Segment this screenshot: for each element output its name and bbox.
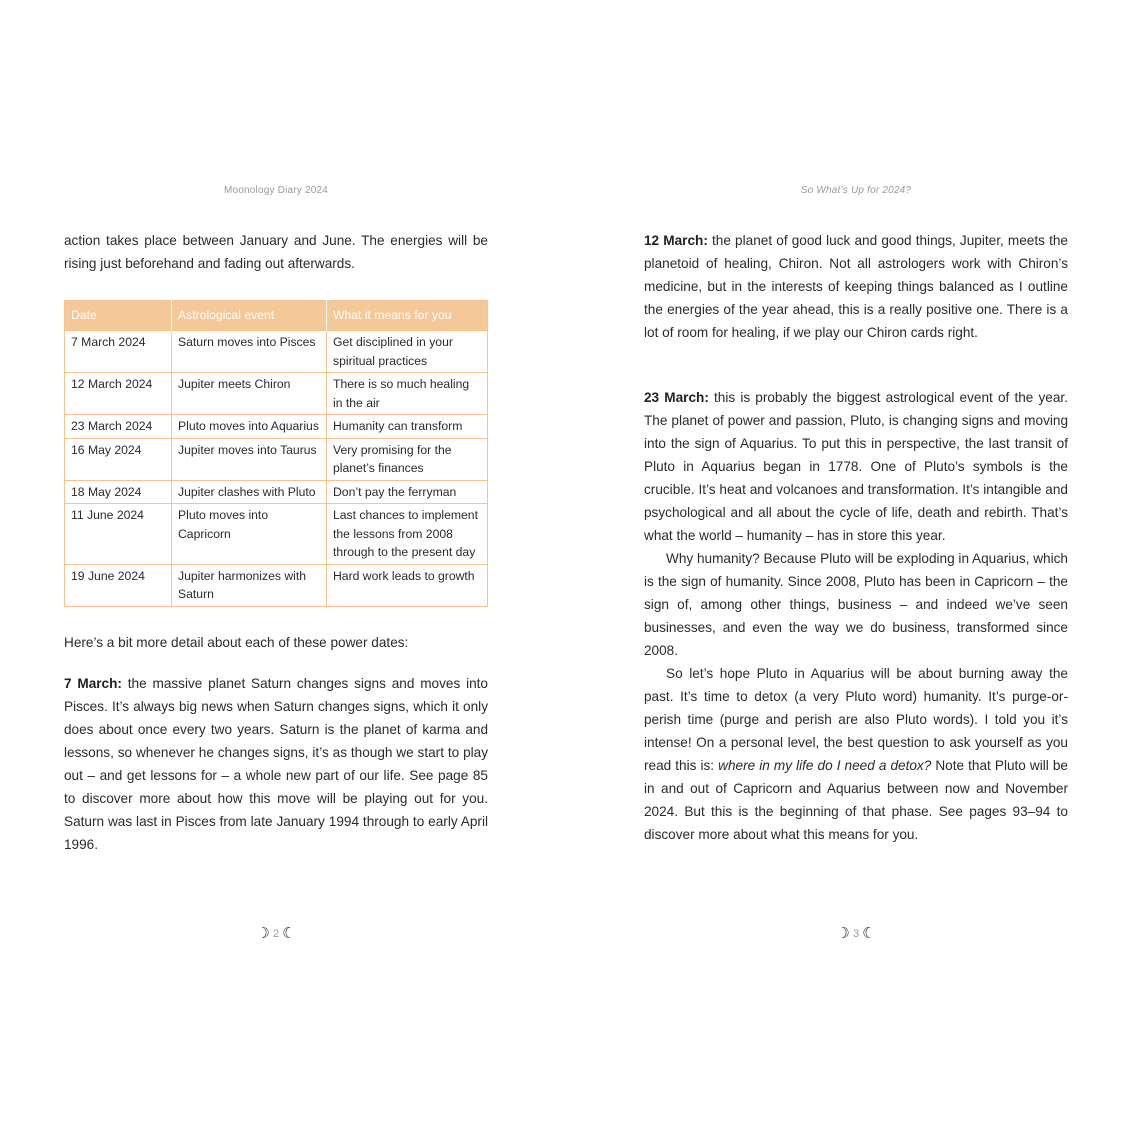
cell-event: Jupiter meets Chiron (172, 373, 327, 415)
table-header-row (65, 301, 488, 331)
table-row (65, 438, 488, 480)
hope-text-italic: where in my life do I need a detox? (718, 758, 932, 773)
march-12-paragraph (644, 229, 1068, 344)
cell-date: 18 May 2024 (65, 480, 172, 504)
march-12-text: the planet of good luck and good things, Jupiter, meets the planetoid of healing, Chiron. Not all astrologers work with Chiron’s medicine, but in the interests of keeping things balanced as I outline the energies of the year ahead, this is a really positive one. There is a lot of room for healing, if we play our Chiron cards right. (644, 233, 1068, 340)
march-23-lead: 23 March: (644, 390, 709, 405)
cell-meaning: Humanity can transform (327, 415, 488, 439)
crescent-moon-icon: ☽ (256, 925, 270, 942)
table-row (65, 504, 488, 565)
cell-meaning: Hard work leads to growth (327, 564, 488, 606)
table-row (65, 480, 488, 504)
cell-date: 19 June 2024 (65, 564, 172, 606)
power-dates-table (64, 300, 488, 607)
intro-text: action takes place between January and June. The energies will be rising just beforehand and fading out afterwards. (64, 233, 488, 271)
cell-event: Jupiter clashes with Pluto (172, 480, 327, 504)
hope-text-after: Note that Pluto will be in and out of Capricorn and Aquarius between now and November 2024. But this is the beginning of that phase. See pages 93–94 to discover more about what this means for you. (644, 758, 1068, 842)
page-number: 2 (272, 928, 280, 940)
hope-paragraph (644, 662, 1068, 846)
page-number-right (644, 924, 1068, 942)
cell-meaning: Don’t pay the ferryman (327, 480, 488, 504)
why-humanity-paragraph: Why humanity? Because Pluto will be exploding in Aquarius, which is the sign of humanity. Since 2008, Pluto has been in Capricorn – the sign of, among other things, business – and indeed we’ve seen businesses, and even the way we do business, transformed since 2008. (644, 551, 1068, 658)
left-page (64, 0, 488, 1133)
page-number: 3 (852, 928, 860, 940)
cell-meaning: Last chances to implement the lessons from 2008 through to the present day (327, 504, 488, 565)
cell-date: 11 June 2024 (65, 504, 172, 565)
running-head: Moonology Diary 2024 (223, 185, 329, 196)
crescent-moon-icon: ☾ (862, 925, 876, 942)
cell-date: 23 March 2024 (65, 415, 172, 439)
table-row (65, 331, 488, 373)
march-23-section (644, 386, 1068, 846)
table-row (65, 373, 488, 415)
march-7-lead: 7 March: (64, 676, 122, 691)
cell-event: Pluto moves into Capricorn (172, 504, 327, 565)
cell-event: Jupiter moves into Taurus (172, 438, 327, 480)
cell-meaning: Very promising for the planet’s finances (327, 438, 488, 480)
march-12-lead: 12 March: (644, 233, 708, 248)
cell-event: Pluto moves into Aquarius (172, 415, 327, 439)
march-23-text: this is probably the biggest astrological event of the year. The planet of power and passion, Pluto, is changing signs and moving into the sign of Aquarius. To put this in perspective, the last transit of Pluto in Aquarius began in 1778. One of Pluto’s symbols is the crucible. It’s heat and volcanoes and transformation. It’s intangible and psychological and all about the cycle of life, death and rebirth. That’s what the world – humanity – has in store this year. (644, 390, 1068, 543)
cell-event: Saturn moves into Pisces (172, 331, 327, 373)
header-meaning: What it means for you (327, 301, 488, 331)
header-date: Date (65, 301, 172, 331)
cell-date: 16 May 2024 (65, 438, 172, 480)
crescent-moon-icon: ☾ (282, 925, 296, 942)
right-page (644, 0, 1068, 1133)
page-number-left (64, 924, 488, 942)
cell-meaning: Get disciplined in your spiritual practices (327, 331, 488, 373)
header-event: Astrological event (172, 301, 327, 331)
table-row (65, 415, 488, 439)
march-7-text: the massive planet Saturn changes signs and moves into Pisces. It’s always big news when Saturn changes signs, which it only does about once every two years. Saturn is the planet of karma and lessons, so whenever he changes signs, it’s as though we start to play out – and get lessons for – a whole new part of our life. See page 85 to discover more about how this move will be playing out for you. Saturn was last in Pisces from late January 1994 through to early April 1996. (64, 676, 488, 852)
crescent-moon-icon: ☽ (836, 925, 850, 942)
cell-event: Jupiter harmonizes with Saturn (172, 564, 327, 606)
cell-meaning: There is so much healing in the air (327, 373, 488, 415)
march-7-paragraph (64, 672, 488, 856)
table-row (65, 564, 488, 606)
detail-intro-paragraph (64, 631, 488, 654)
hope-text-before: So let’s hope Pluto in Aquarius will be about burning away the past. It’s time to detox (a very Pluto word) humanity. It’s purge-or-perish time (purge and perish are also Pluto words). I told you it’s intense! On a personal level, the best question to ask yourself as you read this is: (644, 666, 1068, 773)
cell-date: 12 March 2024 (65, 373, 172, 415)
detail-intro-text: Here’s a bit more detail about each of these power dates: (64, 635, 409, 650)
running-head: So What’s Up for 2024? (800, 185, 912, 196)
intro-paragraph (64, 229, 488, 275)
cell-date: 7 March 2024 (65, 331, 172, 373)
